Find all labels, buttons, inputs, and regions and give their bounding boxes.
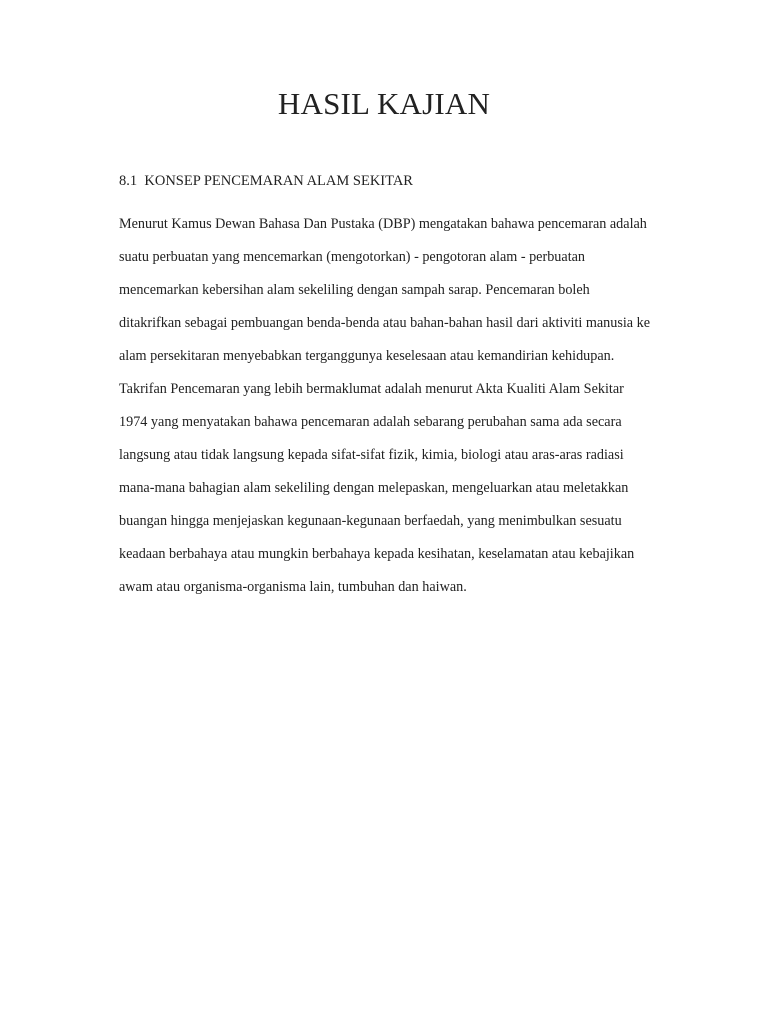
body-line: alam persekitaran menyebabkan terganggunya keselesaan atau kemandirian kehidupan. bbox=[119, 348, 615, 364]
body-line: keadaan berbahaya atau mungkin berbahaya kepada kesihatan, keselamatan atau kebajikan bbox=[119, 546, 635, 562]
body-line: ditakrifkan sebagai pembuangan benda-benda atau bahan-bahan hasil dari aktiviti manusia ke bbox=[119, 315, 651, 331]
body-line: suatu perbuatan yang mencemarkan (mengotorkan) - pengotoran alam - perbuatan bbox=[119, 249, 586, 265]
body-line: 1974 yang menyatakan bahawa pencemaran adalah sebarang perubahan sama ada secara bbox=[119, 414, 622, 430]
section-heading: 8.1 KONSEP PENCEMARAN ALAM SEKITAR bbox=[119, 173, 413, 189]
body-line: mana-mana bahagian alam sekeliling dengan melepaskan, mengeluarkan atau meletakkan bbox=[119, 480, 629, 496]
body-line: mencemarkan kebersihan alam sekeliling dengan sampah sarap. Pencemaran boleh bbox=[119, 282, 590, 298]
body-line: buangan hingga menjejaskan kegunaan-kegunaan berfaedah, yang menimbulkan sesuatu bbox=[119, 513, 622, 529]
body-line: Takrifan Pencemaran yang lebih bermaklumat adalah menurut Akta Kualiti Alam Sekitar bbox=[119, 381, 624, 397]
body-line: Menurut Kamus Dewan Bahasa Dan Pustaka (DBP) mengatakan bahawa pencemaran adalah bbox=[119, 216, 647, 232]
body-line: langsung atau tidak langsung kepada sifat-sifat fizik, kimia, biologi atau aras-aras radiasi bbox=[119, 447, 624, 463]
body-line: awam atau organisma-organisma lain, tumbuhan dan haiwan. bbox=[119, 579, 467, 595]
page-title: HASIL KAJIAN bbox=[277, 86, 491, 121]
body-paragraph bbox=[119, 212, 679, 608]
